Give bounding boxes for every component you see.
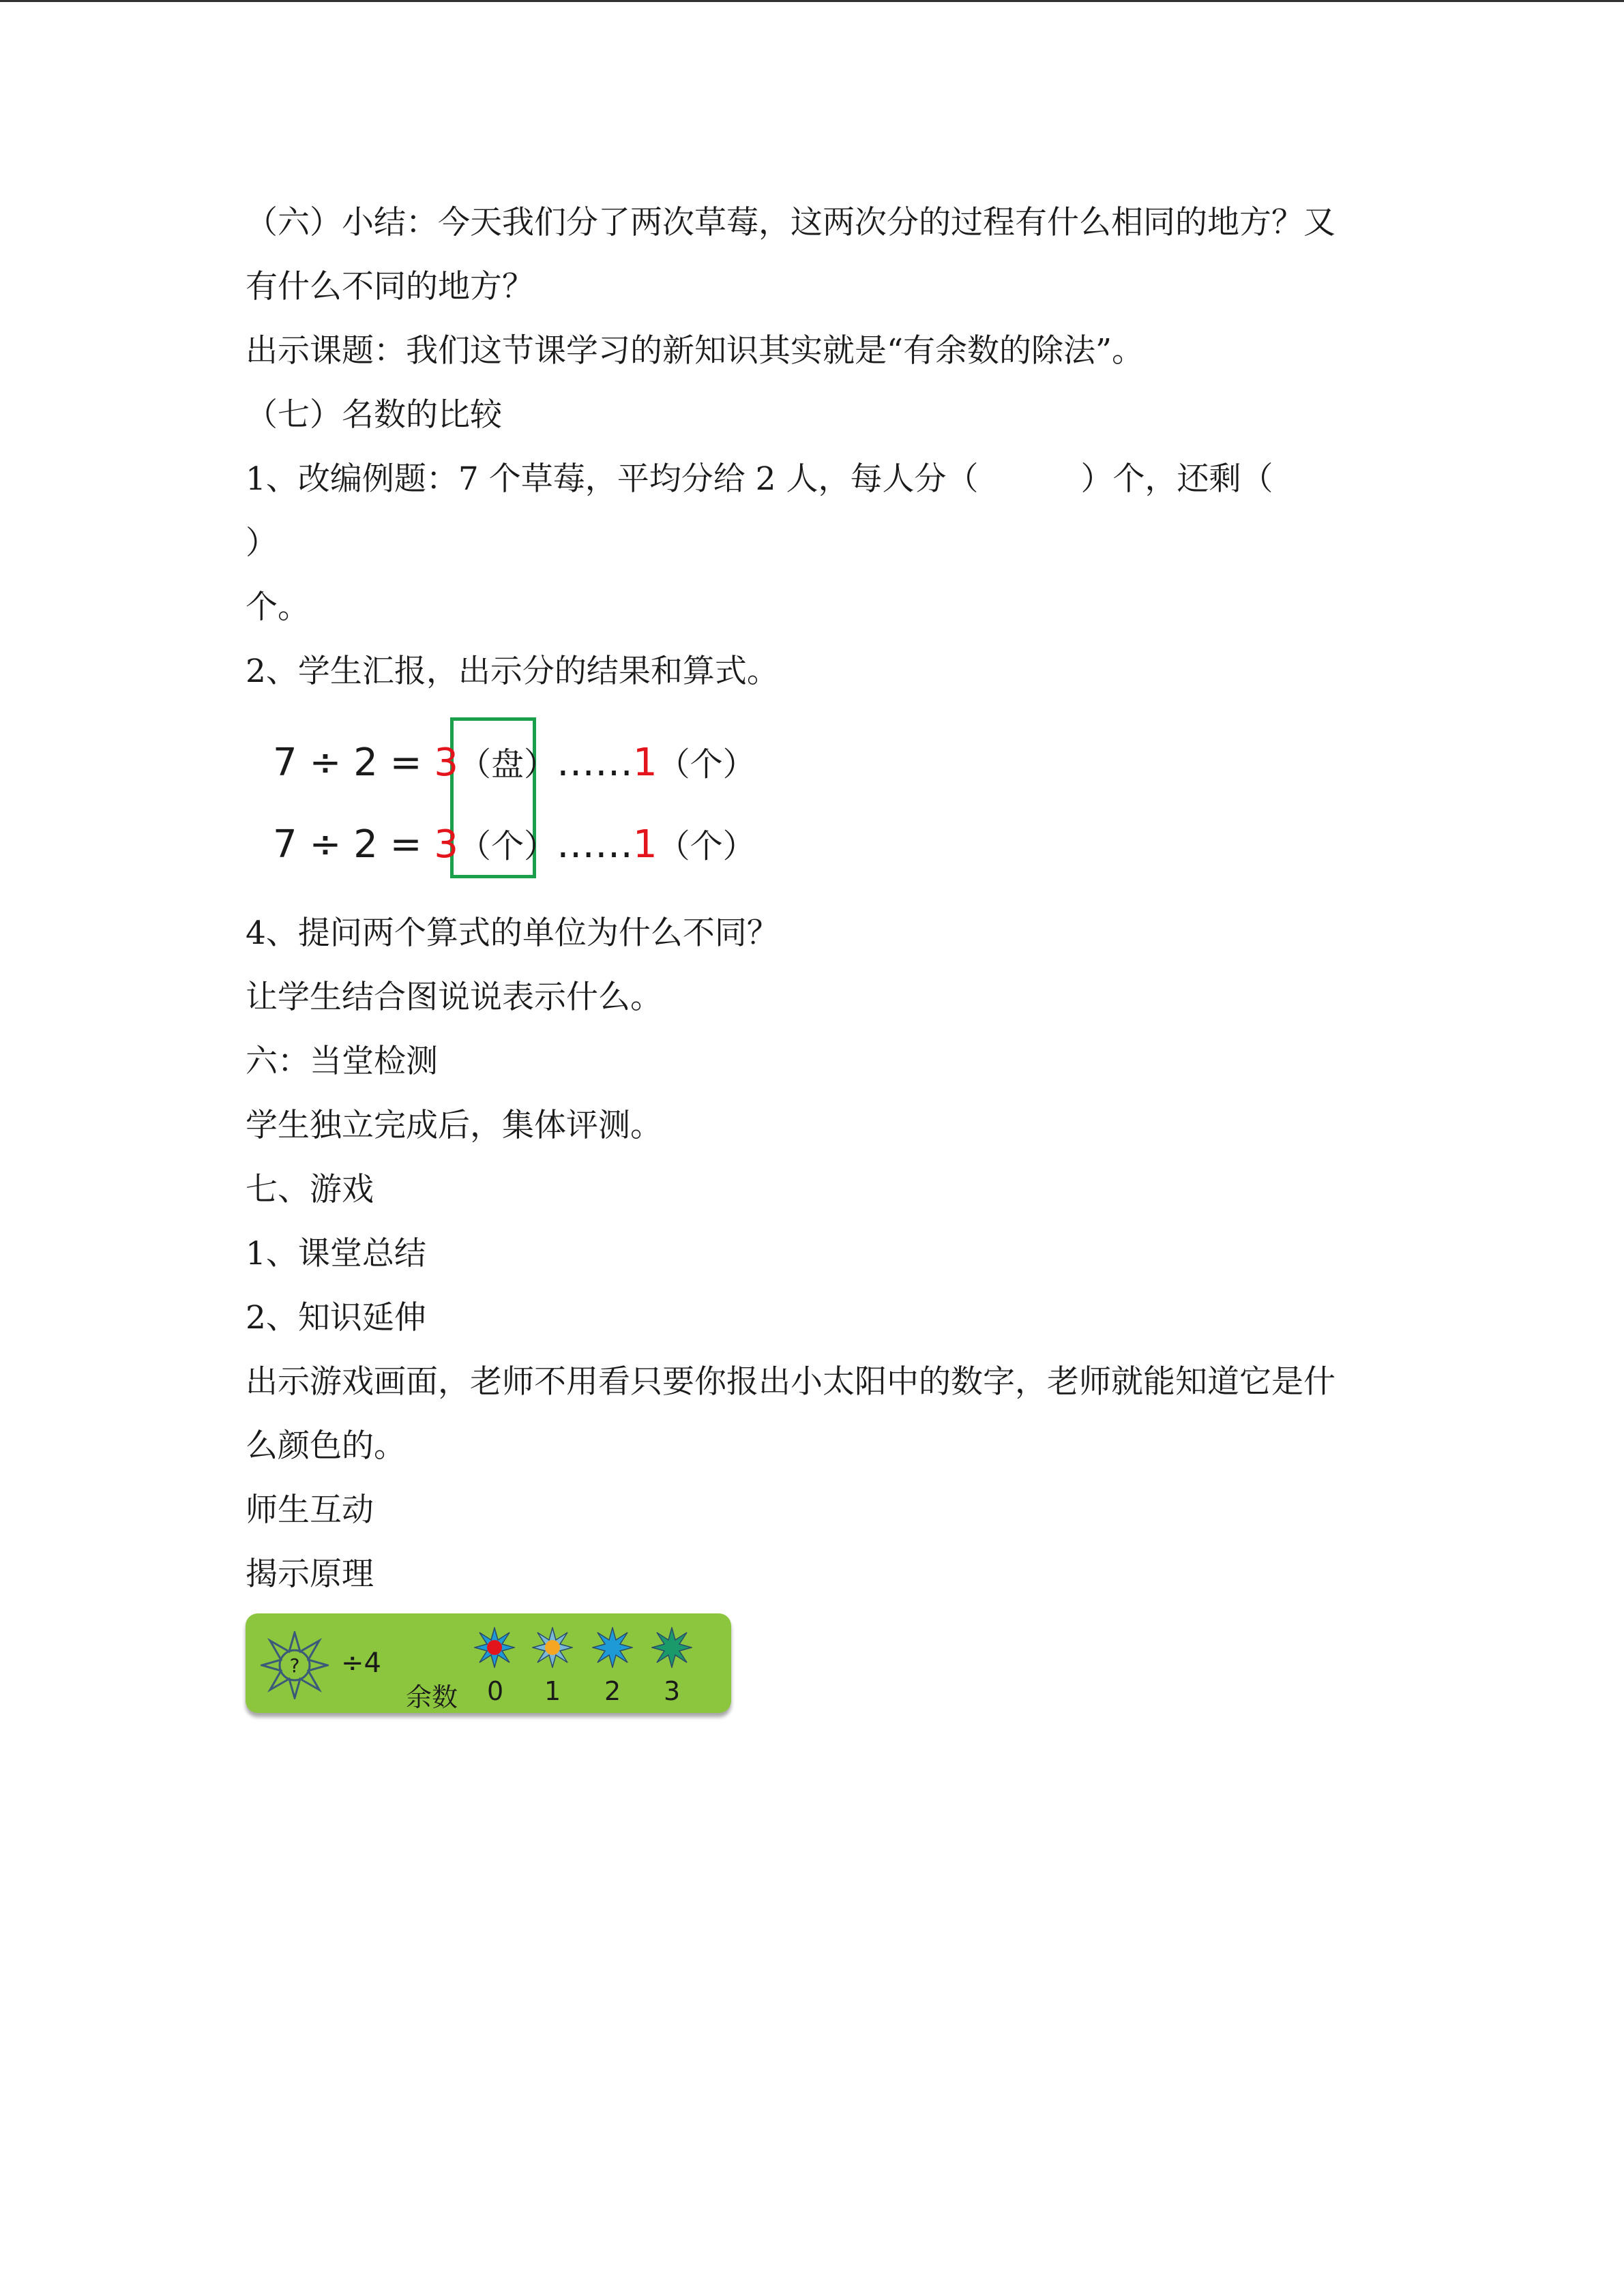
section-heading-compare: （七）名数的比较 xyxy=(246,396,502,434)
divide-sign: ÷ xyxy=(309,822,342,867)
divisor: 2 xyxy=(353,741,378,785)
divide-sign: ÷ xyxy=(309,741,342,785)
paragraph-check: 学生独立完成后，集体评测。 xyxy=(246,1107,662,1144)
section-heading-check: 六：当堂检测 xyxy=(246,1043,438,1080)
remainder: 1 xyxy=(633,741,658,785)
example-line-2: 个。 xyxy=(246,588,310,626)
dividend: 7 xyxy=(273,822,297,867)
question-sun-icon xyxy=(261,1631,329,1699)
equals-sign: = xyxy=(389,741,422,785)
divide-by-four-label: ÷4 xyxy=(341,1648,381,1679)
paragraph-topic: 出示课题：我们这节课学习的新知识其实就是“有余数的除法”。 xyxy=(246,332,1145,370)
paragraph-interaction: 师生互动 xyxy=(246,1491,374,1529)
paragraph-game-2: 么颜色的。 xyxy=(246,1427,406,1465)
remainder: 1 xyxy=(633,822,658,867)
paragraph-summary: 1、课堂总结 xyxy=(246,1235,426,1272)
paragraph-game-1: 出示游戏画面，老师不用看只要你报出小太阳中的数字，老师就能知道它是什 xyxy=(246,1363,1335,1401)
quotient-unit: （盘） xyxy=(458,745,557,784)
blue-sun-icon xyxy=(592,1627,633,1668)
quotient-unit: （个） xyxy=(458,827,557,865)
remainder-digit-1: 1 xyxy=(544,1676,561,1706)
sun-center xyxy=(664,1640,679,1655)
example-text-a: 1、改编例题：7 个草莓，平均分给 2 人，每人分（ xyxy=(246,460,979,498)
paragraph-summary-1: （六）小结：今天我们分了两次草莓，这两次分的过程有什么相同的地方？又 xyxy=(246,204,1335,241)
paragraph-extension: 2、知识延伸 xyxy=(246,1299,426,1337)
equation-plates xyxy=(273,738,756,785)
divisor: 2 xyxy=(353,822,378,867)
remainder-unit: （个） xyxy=(657,745,756,784)
red-sun-icon xyxy=(474,1627,515,1668)
paragraph-summary-2: 有什么不同的地方？ xyxy=(246,268,534,305)
sun-center xyxy=(545,1640,560,1655)
example-text-c: ） xyxy=(246,524,278,562)
question-mark: ? xyxy=(289,1654,300,1677)
remainder-digit-2: 2 xyxy=(604,1676,621,1706)
example-line-1 xyxy=(246,447,1378,576)
equation-items xyxy=(273,820,756,867)
equals-sign: = xyxy=(389,822,422,867)
remainder-label: 余数 xyxy=(406,1682,458,1712)
ellipsis: …… xyxy=(557,741,634,785)
green-sun-icon xyxy=(651,1627,692,1668)
sun-center xyxy=(487,1640,502,1655)
example-text-b: ）个，还剩（ xyxy=(1080,460,1273,498)
remainder-digit-3: 3 xyxy=(664,1676,681,1706)
quotient: 3 xyxy=(434,741,459,785)
document-page xyxy=(246,191,1378,1713)
ellipsis: …… xyxy=(557,822,634,867)
dividend: 7 xyxy=(273,741,297,785)
quotient: 3 xyxy=(434,822,459,867)
paragraph-report: 2、学生汇报，出示分的结果和算式。 xyxy=(246,653,779,690)
top-border xyxy=(0,0,1624,2)
remainder-digit-0: 0 xyxy=(487,1676,504,1706)
equation-block xyxy=(246,717,1378,901)
orange-sun-icon xyxy=(532,1627,573,1668)
paragraph-explain: 让学生结合图说说表示什么。 xyxy=(246,979,662,1016)
remainder-unit: （个） xyxy=(657,827,756,865)
game-bar xyxy=(246,1613,731,1713)
paragraph-question: 4、提问两个算式的单位为什么不同？ xyxy=(246,914,779,952)
sun-center xyxy=(605,1640,620,1655)
paragraph-principle: 揭示原理 xyxy=(246,1555,374,1593)
section-heading-game: 七、游戏 xyxy=(246,1171,374,1208)
